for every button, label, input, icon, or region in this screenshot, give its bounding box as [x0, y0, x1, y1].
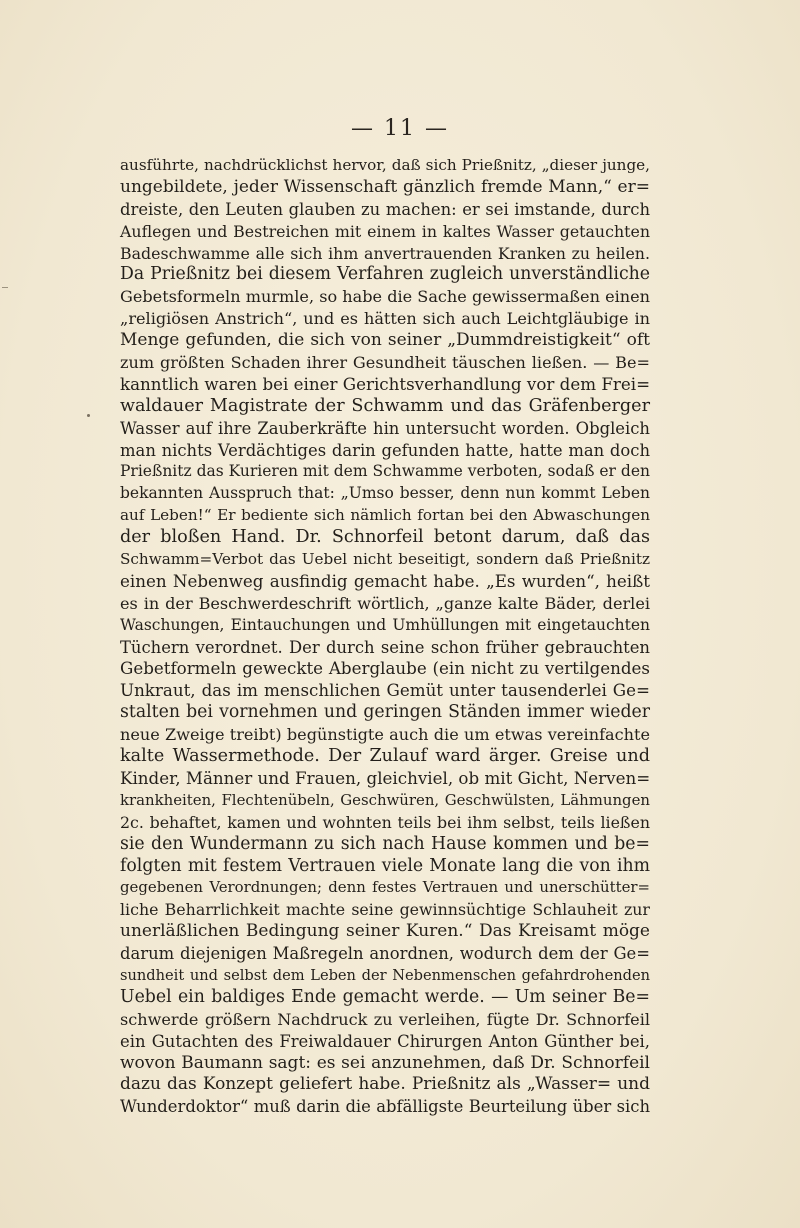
text-line: man nichts Verdächtiges darin gefunden hatte, hatte man doch: [120, 440, 650, 460]
text-line: Tüchern verordnet. Der durch seine schon früher gebrauchten: [120, 637, 650, 657]
text-line: dreiste, den Leuten glauben zu machen: er sei imstande, durch: [120, 199, 650, 219]
text-line: auf Leben!“ Er bediente sich nämlich fortan bei den Abwaschungen: [120, 506, 650, 525]
text-line: ausführte, nachdrücklichst hervor, daß sich Prießnitz, „dieser junge,: [120, 156, 650, 174]
text-line: stalten bei vornehmen und geringen Ständen immer wieder: [120, 702, 650, 723]
text-line: Badeschwamme alle sich ihm anvertrauenden Kranken zu heilen.: [120, 243, 650, 263]
text-line: Kinder, Männer und Frauen, gleichviel, ob mit Gicht, Nerven=: [120, 767, 651, 788]
text-line: Da Prießnitz bei diesem Verfahren zugleich unverständliche: [120, 264, 650, 285]
text-line: kanntlich waren bei einer Gerichtsverhandlung vor dem Frei=: [120, 373, 651, 394]
text-line: es in der Beschwerdeschrift wörtlich, „ganze kalte Bäder, derlei: [120, 593, 650, 613]
text-line: ein Gutachten des Freiwaldauer Chirurgen Anton Günther bei,: [120, 1031, 650, 1051]
text-line: einen Nebenweg ausfindig gemacht habe. „Es wurden“, heißt: [120, 570, 650, 591]
body-text: [120, 155, 650, 1118]
text-line: bekannten Ausspruch that: „Umso besser, denn nun kommt Leben: [120, 484, 650, 503]
text-line: Wasser auf ihre Zauberkräfte hin untersucht worden. Obgleich: [120, 418, 650, 438]
text-line: dazu das Konzept geliefert habe. Prießnitz als „Wasser= und: [120, 1074, 650, 1095]
text-line: liche Beharrlichkeit machte seine gewinnsüchtige Schlauheit zur: [120, 900, 650, 920]
text-line: unerläßlichen Bedingung seiner Kuren.“ Das Kreisamt möge: [120, 921, 650, 942]
text-line: 2c. behaftet, kamen und wohnten teils bei ihm selbst, teils ließen: [120, 812, 650, 832]
text-line: Unkraut, das im menschlichen Gemüt unter tausenderlei Ge=: [120, 680, 650, 701]
text-line: Waschungen, Eintauchungen und Umhüllungen mit eingetauchten: [120, 615, 650, 634]
text-line: krankheiten, Flechtenübeln, Geschwüren, Geschwülsten, Lähmungen: [120, 790, 650, 809]
text-line: sie den Wundermann zu sich nach Hause kommen und be=: [120, 833, 650, 854]
text-line: folgten mit festem Vertrauen viele Monate lang die von ihm: [120, 855, 650, 876]
text-line: darum diejenigen Maßregeln anordnen, wodurch dem der Ge=: [120, 944, 650, 964]
text-line: „religiösen Anstrich“, und es hätten sich auch Leichtgläubige in: [120, 309, 650, 329]
text-line: ungebildete, jeder Wissenschaft gänzlich fremde Mann,“ er=: [120, 176, 650, 197]
text-line: Gebetsformeln murmle, so habe die Sache gewissermaßen einen: [120, 287, 650, 307]
text-line: Uebel ein baldiges Ende gemacht werde. — Um seiner Be=: [120, 986, 650, 1007]
text-line: zum größten Schaden ihrer Gesundheit täuschen ließen. — Be=: [120, 353, 650, 373]
text-line: der bloßen Hand. Dr. Schnorfeil betont darum, daß das: [120, 527, 650, 548]
text-line: Gebetformeln geweckte Aberglaube (ein nicht zu vertilgendes: [120, 658, 650, 679]
margin-dot: [87, 414, 90, 417]
text-line: schwerde größern Nachdruck zu verleihen, fügte Dr. Schnorfeil: [120, 1009, 650, 1029]
text-line: kalte Wassermethode. Der Zulauf ward ärger. Greise und: [120, 746, 650, 767]
text-line: neue Zweige treibt) begünstigte auch die um etwas vereinfachte: [120, 725, 650, 745]
text-line: Wunderdoktor“ muß darin die abfälligste Beurteilung über sich: [120, 1097, 650, 1117]
text-line: Auflegen und Bestreichen mit einem in kaltes Wasser getauchten: [120, 221, 650, 241]
text-line: gegebenen Verordnungen; denn festes Vertrauen und unerschütter=: [120, 878, 650, 897]
text-line: Schwamm=Verbot das Uebel nicht beseitigt, sondern daß Prießnitz: [120, 550, 650, 569]
text-line: sundheit und selbst dem Leben der Nebenmenschen gefahrdrohenden: [120, 966, 650, 984]
page-edge-mark: [2, 287, 8, 288]
text-line: Prießnitz das Kurieren mit dem Schwamme verboten, sodaß er den: [120, 462, 650, 481]
text-line: Menge gefunden, die sich von seiner „Dummdreistigkeit“ oft: [120, 330, 650, 351]
text-line: waldauer Magistrate der Schwamm und das Gräfenberger: [120, 395, 650, 416]
page-number: — 11 —: [351, 116, 449, 141]
text-line: wovon Baumann sagt: es sei anzunehmen, daß Dr. Schnorfeil: [120, 1052, 650, 1073]
